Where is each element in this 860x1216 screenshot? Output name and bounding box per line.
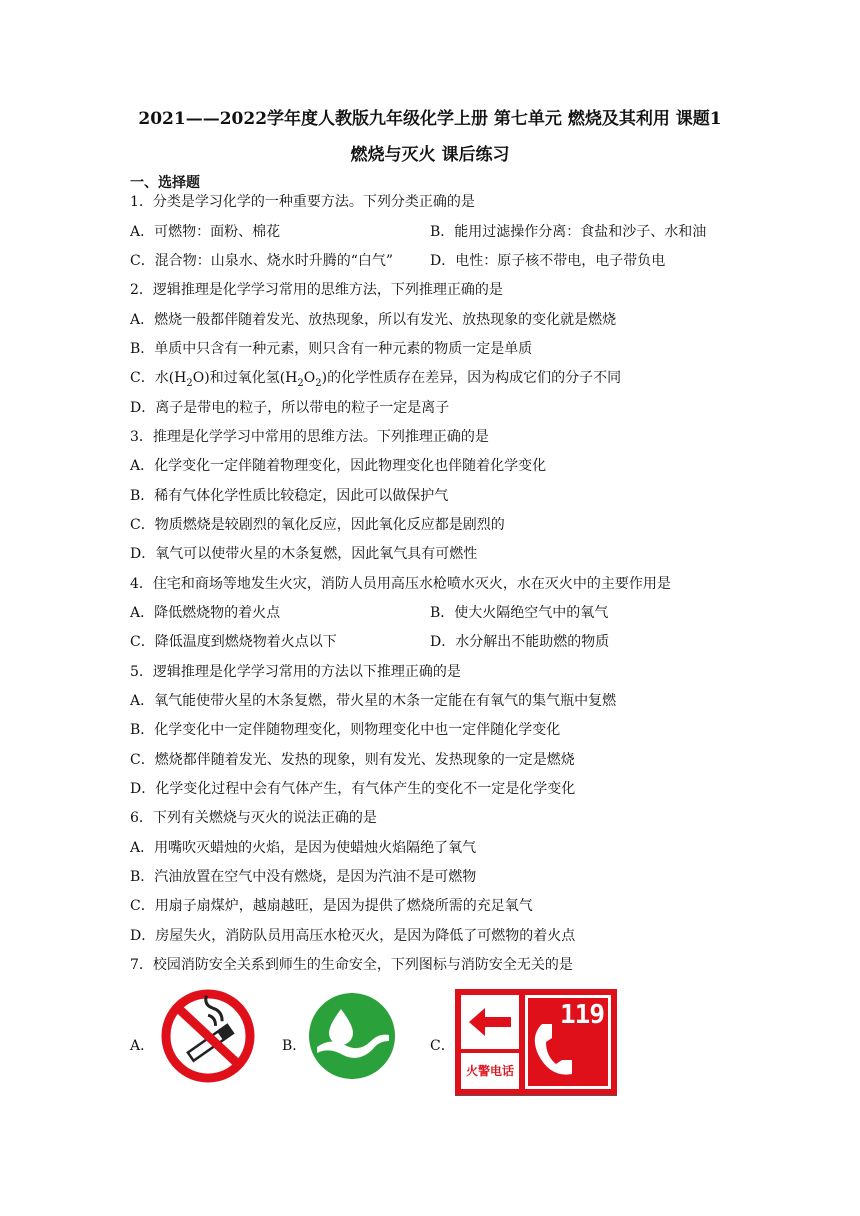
question-stem: 7．校园消防安全关系到师生的生命安全，下列图标与消防安全无关的是: [130, 957, 573, 973]
option-c: C．用扇子扇煤炉，越扇越旺，是因为提供了燃烧所需的充足氧气: [130, 898, 533, 914]
option-a: A．可燃物：面粉、棉花: [130, 224, 281, 240]
fire-alarm-text: 火警电话: [461, 1053, 519, 1089]
water-saving-icon: [307, 991, 397, 1081]
image-options-row: [130, 985, 730, 1100]
option-a-label: A．: [130, 1038, 155, 1054]
option-d: D．电性：原子核不带电，电子带负电: [430, 253, 666, 269]
option-d: D．水分解出不能助燃的物质: [430, 634, 610, 650]
question-stem: 6．下列有关燃烧与灭火的说法正确的是: [130, 810, 377, 826]
emergency-number: 119: [560, 1000, 604, 1030]
option-c: C．降低温度到燃烧物着火点以下: [130, 634, 337, 650]
option-a: A．化学变化一定伴随着物理变化，因此物理变化也伴随着化学变化: [130, 458, 547, 474]
option-b: B．使大火隔绝空气中的氧气: [430, 605, 609, 621]
option-d: D．化学变化过程中会有气体产生，有气体产生的变化不一定是化学变化: [130, 781, 576, 797]
question-stem: 5．逻辑推理是化学学习常用的方法以下推理正确的是: [130, 664, 461, 680]
fire-alarm-sign: [455, 989, 617, 1096]
question-stem: 1．分类是学习化学的一种重要方法。下列分类正确的是: [130, 194, 475, 210]
option-a: A．用嘴吹灭蜡烛的火焰，是因为使蜡烛火焰隔绝了氧气: [130, 840, 477, 856]
option-a: A．氧气能使带火星的木条复燃，带火星的木条一定能在有氧气的集气瓶中复燃: [130, 693, 617, 709]
option-c: C．水$(H_2O)$和过氧化氢$(H_2O_2)$的化学性质存在差异，因为构成它们的分子不同: [130, 370, 622, 389]
option-d: D．离子是带电的粒子，所以带电的粒子一定是离子: [130, 400, 450, 416]
option-b: B．单质中只含有一种元素，则只含有一种元素的物质一定是单质: [130, 341, 533, 357]
option-d: D．氧气可以使带火星的木条复燃，因此氧气具有可燃性: [130, 546, 478, 562]
option-c-label: C．: [430, 1038, 455, 1054]
option-c: C．混合物：山泉水、烧水时升腾的“白气”: [130, 253, 394, 269]
question-stem: 2．逻辑推理是化学学习常用的思维方法，下列推理正确的是: [130, 282, 503, 298]
doc-title-line-2: 燃烧与灭火 课后练习: [350, 145, 510, 165]
option-c: C．物质燃烧是较剧烈的氧化反应，因此氧化反应都是剧烈的: [130, 517, 505, 533]
no-smoking-icon: [160, 988, 256, 1084]
option-b-label: B．: [282, 1038, 307, 1054]
arrow-panel: [461, 995, 519, 1049]
option-b: B．能用过滤操作分离：食盐和沙子、水和油: [430, 224, 707, 240]
option-a: A．降低燃烧物的着火点: [130, 605, 281, 621]
section-heading: 一、选择题: [130, 175, 200, 191]
option-b: B．稀有气体化学性质比较稳定，因此可以做保护气: [130, 488, 449, 504]
question-stem: 4．住宅和商场等地发生火灾，消防人员用高压水枪喷水灭火，水在灭火中的主要作用是: [130, 576, 671, 592]
option-c: C．燃烧都伴随着发光、发热的现象，则有发光、发热现象的一定是燃烧: [130, 752, 575, 768]
option-b: B．汽油放置在空气中没有燃烧，是因为汽油不是可燃物: [130, 869, 477, 885]
option-a: A．燃烧一般都伴随着发光、放热现象，所以有发光、放热现象的变化就是燃烧: [130, 312, 617, 328]
option-b: B．化学变化中一定伴随物理变化，则物理变化中也一定伴随化学变化: [130, 722, 561, 738]
option-d: D．房屋失火，消防队员用高压水枪灭火，是因为降低了可燃物的着火点: [130, 928, 576, 944]
arrow-left-icon: [461, 995, 519, 1049]
phone-panel: [525, 995, 611, 1089]
question-stem: 3．推理是化学学习中常用的思维方法。下列推理正确的是: [130, 429, 489, 445]
doc-title-line-1: 2021——2022学年度人教版九年级化学上册 第七单元 燃烧及其利用 课题1: [138, 109, 722, 129]
